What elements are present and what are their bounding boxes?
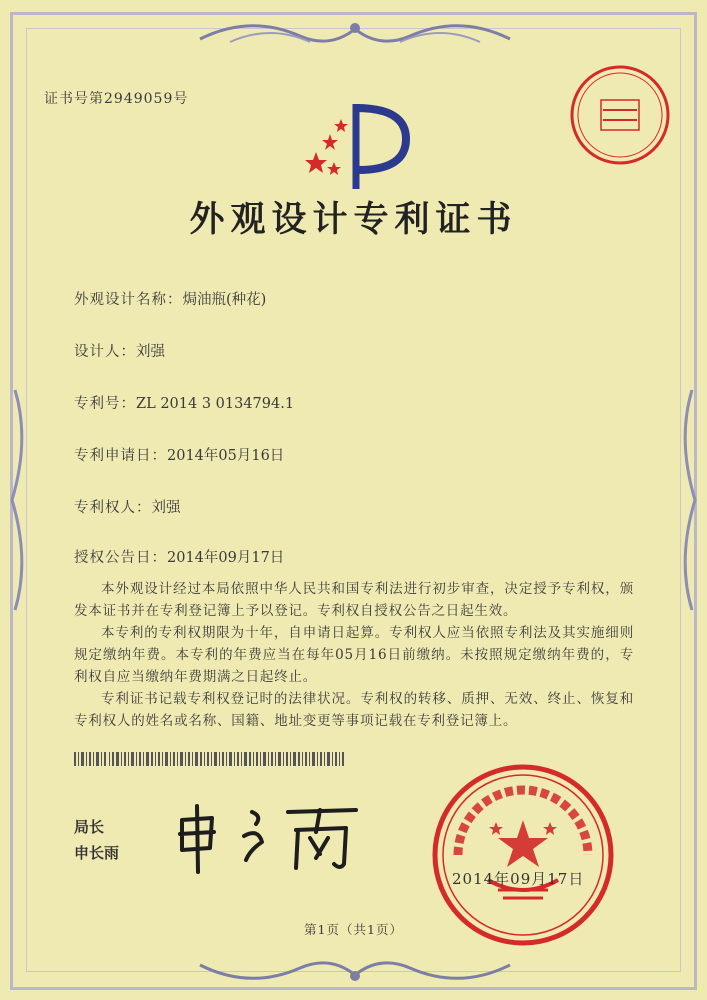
signatory-role: 局长 <box>74 818 105 836</box>
patent-number-label: 专利号： <box>74 396 136 412</box>
grant-date-row <box>74 546 284 567</box>
barcode <box>74 752 344 766</box>
design-name-label: 外观设计名称： <box>74 292 183 308</box>
paragraph-legal-status: 专利证书记载专利权登记时的法律状况。专利权的转移、质押、无效、终止、恢复和专利权人的姓名或名称、国籍、地址变更等事项记载在专利登记簿上。 <box>74 691 634 729</box>
grant-date-label: 授权公告日： <box>74 550 167 566</box>
certificate-title: 外观设计专利证书 <box>189 200 518 240</box>
designer-row <box>74 340 165 361</box>
filing-date-value: 2014年05月16日 <box>167 448 285 464</box>
patentee-value: 刘强 <box>151 500 181 516</box>
paragraph-grant: 本外观设计经过本局依照中华人民共和国专利法进行初步审查，决定授予专利权，颁发本证书并在专利登记簿上予以登记。专利权自授权公告之日起生效。 <box>74 581 634 619</box>
filing-date-row <box>74 444 284 465</box>
patent-number-row <box>74 392 294 413</box>
patentee-row <box>74 496 181 517</box>
filing-date-label: 专利申请日： <box>74 448 167 464</box>
tax-stamp <box>565 60 675 170</box>
patent-office-logo <box>296 94 416 194</box>
page-footer: 第1页（共1页） <box>304 922 403 937</box>
left-ornament <box>0 380 30 620</box>
top-ornament <box>190 14 520 54</box>
patentee-label: 专利权人： <box>74 500 152 516</box>
designer-label: 设计人： <box>74 344 136 360</box>
designer-value: 刘强 <box>136 344 165 360</box>
design-name-row <box>74 288 266 309</box>
design-name-value: 焗油瓶(种花) <box>182 292 267 308</box>
bottom-ornament <box>190 950 520 990</box>
patent-number-value: ZL 2014 3 0134794.1 <box>136 396 295 412</box>
signatory-name: 申长雨 <box>74 844 120 862</box>
grant-date-value: 2014年09月17日 <box>167 550 285 566</box>
paragraph-term: 本专利的专利权期限为十年，自申请日起算。专利权人应当依照专利法及其实施细则规定缴纳年费。本专利的年费应当在每年05月16日前缴纳。未按照规定缴纳年费的，专利权自应当缴纳年费期满之日起终止。 <box>74 625 634 685</box>
certificate-number: 证书号第2949059号 <box>44 91 189 107</box>
right-ornament <box>677 380 707 620</box>
seal-date: 2014年09月17日 <box>452 870 585 888</box>
handwritten-signature <box>170 798 370 878</box>
